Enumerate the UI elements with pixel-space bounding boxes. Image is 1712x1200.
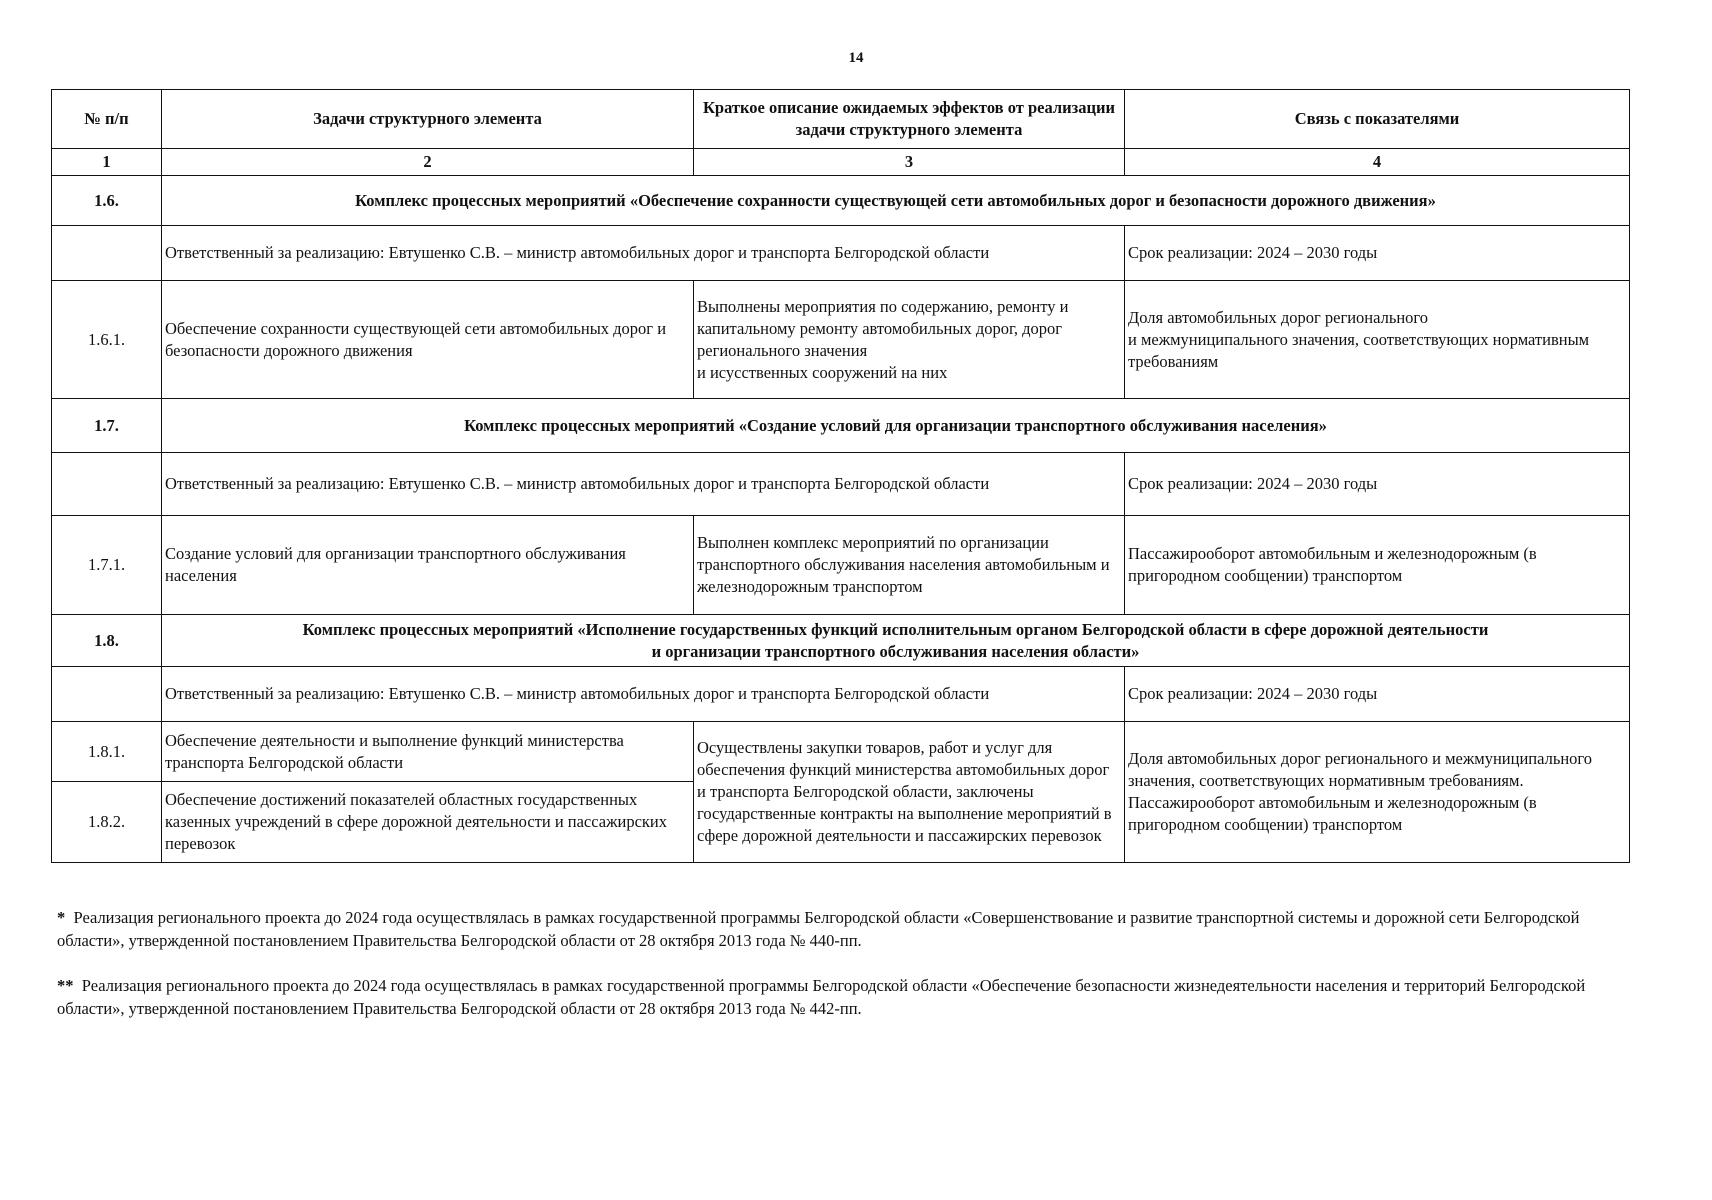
header-tasks: Задачи структурного элемента [162,90,694,149]
section-title: Комплекс процессных мероприятий «Обеспечение сохранности существующей сети автомобильных дорог и безопасности дорожного движения» [162,176,1630,226]
responsible-text: Ответственный за реализацию: Евтушенко С.В. – министр автомобильных дорог и транспорта Белгородской области [162,667,1125,722]
empty-cell [52,226,162,281]
footnote-mark: ** [57,976,74,995]
responsible-row [52,453,1630,516]
structural-elements-table [51,89,1630,863]
responsible-row [52,226,1630,281]
section-number: 1.6. [52,176,162,226]
header-number: № п/п [52,90,162,149]
effect-line: и исусственных сооружений на них [697,362,948,382]
indicator-line: Доля автомобильных дорог регионального [1128,307,1429,327]
column-number: 4 [1125,149,1630,176]
column-number: 3 [694,149,1125,176]
footnote-2 [57,974,1617,1020]
footnotes [57,906,1617,1042]
row-number: 1.6.1. [52,281,162,399]
effect-text [694,281,1125,399]
task-text: Обеспечение деятельности и выполнение функций министерства транспорта Белгородской области [162,722,694,782]
indicator-line: Пассажирооборот автомобильным и железнодорожным (в пригородном сообщении) транспортом [1128,793,1537,834]
table-header-row [52,90,1630,149]
footnote-text: Реализация регионального проекта до 2024 года осуществлялась в рамках государственной программы Белгородской области «Обеспечение безопасности жизнедеятельности населения и территорий Белгородской области», утвержденной постановлением Правительства Белгородской области от 28 октября 2013 года № 442-пп. [57,976,1586,1018]
table-row [52,516,1630,615]
column-number: 1 [52,149,162,176]
indicator-text: Пассажирооборот автомобильным и железнодорожным (в пригородном сообщении) транспортом [1125,516,1630,615]
section-row [52,615,1630,667]
section-row [52,176,1630,226]
row-number: 1.8.2. [52,782,162,863]
table-row [52,281,1630,399]
responsible-text: Ответственный за реализацию: Евтушенко С.В. – министр автомобильных дорог и транспорта Белгородской области [162,226,1125,281]
indicator-text [1125,722,1630,863]
indicator-line: Доля автомобильных дорог регионального и межмуниципального значения, соответствующих нормативным требованиям. [1128,749,1593,790]
row-number: 1.8.1. [52,722,162,782]
empty-cell [52,453,162,516]
effect-line: Выполнены мероприятия по содержанию, ремонту и капитальному ремонту автомобильных дорог, дорог регионального значения [697,296,1069,360]
header-effects: Краткое описание ожидаемых эффектов от реализации задачи структурного элемента [694,90,1125,149]
table-row [52,722,1630,782]
header-indicators: Связь с показателями [1125,90,1630,149]
term-text: Срок реализации: 2024 – 2030 годы [1125,453,1630,516]
row-number: 1.7.1. [52,516,162,615]
effect-text: Осуществлены закупки товаров, работ и услуг для обеспечения функций министерства автомобильных дорог и транспорта Белгородской области, заключены государственные контракты на выполнение мероприятий в сфере дорожной деятельности и пассажирских перевозок [694,722,1125,863]
task-text: Обеспечение достижений показателей областных государственных казенных учреждений в сфере дорожной деятельности и пассажирских перевозок [162,782,694,863]
footnote-text: Реализация регионального проекта до 2024 года осуществлялась в рамках государственной программы Белгородской области «Совершенствование и развитие транспортной системы и дорожной сети Белгородской области», утвержденной постановлением Правительства Белгородской области от 28 октября 2013 года № 440-пп. [57,908,1580,950]
section-row [52,399,1630,453]
term-text: Срок реализации: 2024 – 2030 годы [1125,226,1630,281]
effect-text: Выполнен комплекс мероприятий по организации транспортного обслуживания населения автомобильным и железнодорожным транспортом [694,516,1125,615]
responsible-text: Ответственный за реализацию: Евтушенко С.В. – министр автомобильных дорог и транспорта Белгородской области [162,453,1125,516]
section-title-line: Комплекс процессных мероприятий «Исполнение государственных функций исполнительным органом Белгородской области в сфере дорожной деятельности [302,619,1489,639]
column-number-row [52,149,1630,176]
responsible-row [52,667,1630,722]
footnote-1 [57,906,1617,952]
section-title [162,615,1630,667]
indicator-line: и межмуниципального значения, соответствующих нормативным требованиям [1128,329,1590,371]
section-title-line: и организации транспортного обслуживания населения области» [651,641,1140,661]
section-number: 1.8. [52,615,162,667]
footnote-mark: * [57,908,66,927]
task-text: Создание условий для организации транспортного обслуживания населения [162,516,694,615]
empty-cell [52,667,162,722]
page-number: 14 [848,50,864,66]
column-number: 2 [162,149,694,176]
term-text: Срок реализации: 2024 – 2030 годы [1125,667,1630,722]
section-title: Комплекс процессных мероприятий «Создание условий для организации транспортного обслуживания населения» [162,399,1630,453]
section-number: 1.7. [52,399,162,453]
indicator-text [1125,281,1630,399]
task-text: Обеспечение сохранности существующей сети автомобильных дорог и безопасности дорожного движения [162,281,694,399]
